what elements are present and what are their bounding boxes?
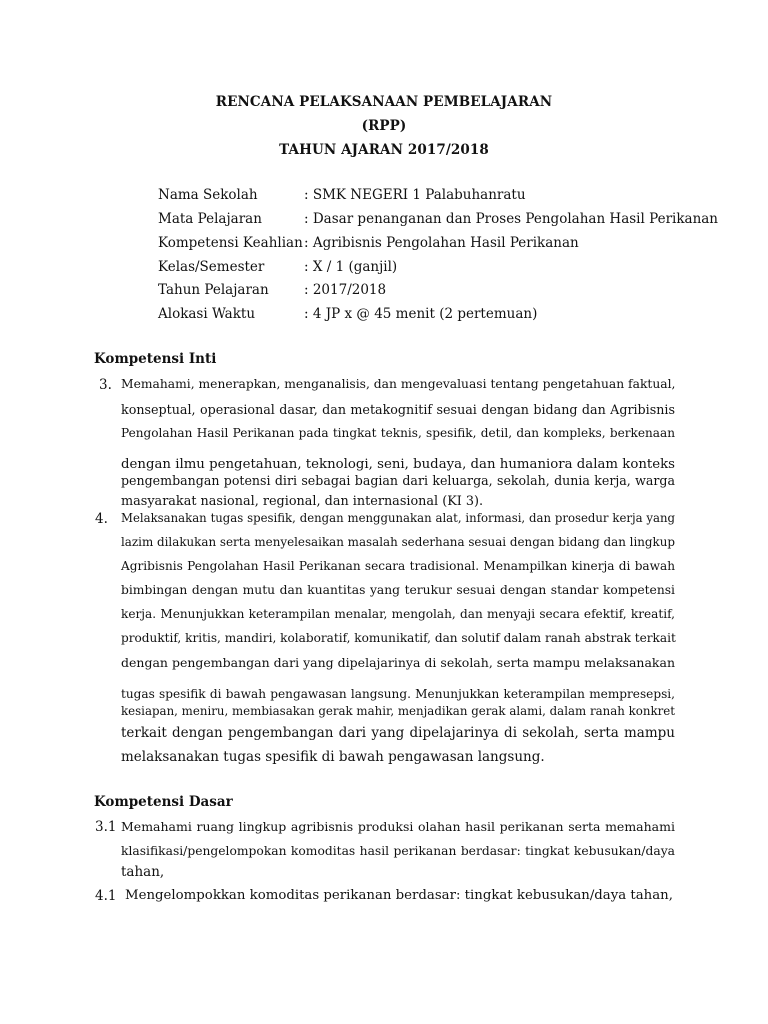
ki-4-line: bimbingan dengan mutu dan kuantitas yang terukur sesuai dengan standar kompetensi [121, 583, 675, 597]
kd-3-1-line: tahan, [121, 864, 165, 880]
identity-value: : Dasar penanganan dan Proses Pengolahan Hasil Perikanan [304, 211, 719, 227]
ki-3-line: Memahami, menerapkan, menganalisis, dan mengevaluasi tentang pengetahuan faktual, [121, 377, 676, 391]
ki-3-line: konseptual, operasional dasar, dan metakognitif sesuai dengan bidang dan Agribisnis [121, 402, 675, 417]
identity-key: Nama Sekolah [158, 187, 258, 203]
ki-4-line: produktif, kritis, mandiri, kolaboratif, komunikatif, dan solutif dalam ranah abstrak terkait [121, 631, 676, 645]
identity-value: : 4 JP x @ 45 menit (2 pertemuan) [304, 306, 538, 322]
ki-4-line: Melaksanakan tugas spesifik, dengan menggunakan alat, informasi, dan prosedur kerja yang [121, 511, 675, 525]
identity-key: Kompetensi Keahlian [158, 235, 303, 251]
kd-3-1-line: Memahami ruang lingkup agribisnis produksi olahan hasil perikanan serta memahami [121, 819, 675, 834]
kd-3-1-line: klasifikasi/pengelompokan komoditas hasil perikanan berdasar: tingkat kebusukan/daya [121, 844, 675, 858]
identity-value: : Agribisnis Pengolahan Hasil Perikanan [304, 235, 579, 251]
ki-3-line: pengembangan potensi diri sebagai bagian dari keluarga, sekolah, dunia kerja, warga [121, 473, 675, 488]
ki-4-line: tugas spesifik di bawah pengawasan langsung. Menunjukkan keterampilan mempresepsi, [121, 687, 675, 701]
identity-key: Mata Pelajaran [158, 211, 262, 227]
kompetensi-dasar-heading: Kompetensi Dasar [94, 794, 233, 810]
identity-key: Tahun Pelajaran [158, 282, 269, 298]
ki-3-line: masyarakat nasional, regional, dan internasional (KI 3). [121, 494, 484, 509]
ki-4-line: dengan pengembangan dari yang dipelajarinya di sekolah, serta mampu melaksanakan [121, 655, 675, 670]
identity-key: Kelas/Semester [158, 259, 265, 275]
document-title: RENCANA PELAKSANAAN PEMBELAJARAN [215, 94, 553, 110]
ki-4-line: terkait dengan pengembangan dari yang dipelajarinya di sekolah, serta mampu [121, 725, 675, 741]
identity-value: : X / 1 (ganjil) [304, 259, 398, 275]
ki-4-line: melaksanakan tugas spesifik di bawah pengawasan langsung. [121, 749, 545, 765]
ki-4-line: kesiapan, meniru, membiasakan gerak mahir, menjadikan gerak alami, dalam ranah konkret [121, 704, 675, 718]
identity-key: Alokasi Waktu [158, 306, 256, 322]
kd-item-number: 4.1 [95, 888, 117, 904]
ki-4-line: lazim dilakukan serta menyelesaikan masalah sederhana sesuai dengan bidang dan lingkup [121, 535, 675, 549]
academic-year-title: TAHUN AJARAN 2017/2018 [279, 142, 489, 158]
ki-4-line: Agribisnis Pengolahan Hasil Perikanan secara tradisional. Menampilkan kinerja di bawah [121, 559, 675, 573]
ki-3-line: Pengolahan Hasil Perikanan pada tingkat teknis, spesifik, detil, dan kompleks, berkenaan [121, 426, 675, 440]
document-subtitle-rpp: (RPP) [361, 118, 407, 134]
kompetensi-inti-heading: Kompetensi Inti [94, 351, 217, 367]
ki-item-number: 4. [95, 511, 108, 527]
kd-4-1-line: Mengelompokkan komoditas perikanan berdasar: tingkat kebusukan/daya tahan, [125, 888, 673, 903]
identity-value: : 2017/2018 [304, 282, 387, 298]
ki-3-line: dengan ilmu pengetahuan, teknologi, seni, budaya, dan humaniora dalam konteks [121, 457, 675, 472]
ki-4-line: kerja. Menunjukkan keterampilan menalar, mengolah, dan menyaji secara efektif, kreatif, [121, 607, 675, 621]
kd-item-number: 3.1 [95, 819, 117, 835]
ki-item-number: 3. [99, 377, 112, 393]
identity-value: : SMK NEGERI 1 Palabuhanratu [304, 187, 526, 203]
